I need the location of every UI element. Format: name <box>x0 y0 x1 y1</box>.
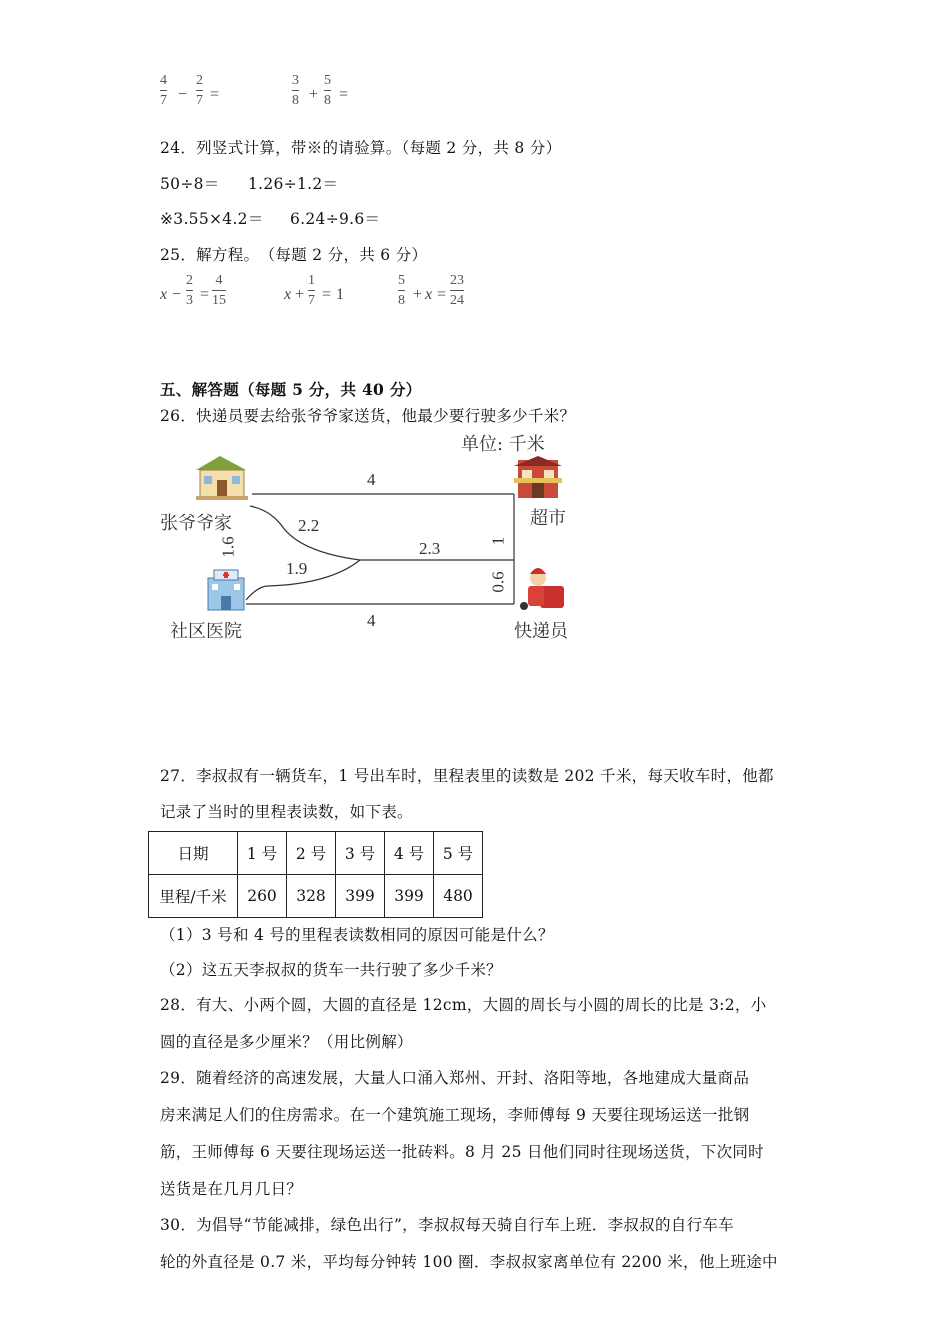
fraction: 4 7 <box>160 73 167 108</box>
variable-x: x <box>160 286 168 303</box>
table-cell: 5 号 <box>434 832 483 875</box>
table-cell: 4 号 <box>385 832 434 875</box>
table-cell: 399 <box>336 875 385 918</box>
plus-sign: + <box>295 286 305 303</box>
result-value: 1 <box>336 286 344 303</box>
minus-sign: − <box>172 286 182 303</box>
supermarket-icon <box>514 456 562 498</box>
courier-icon <box>520 568 564 610</box>
q28-text-line-1: 28．有大、小两个圆，大圆的直径是 12cm，大圆的周长与小圆的周长的比是 3:2，小 <box>160 996 767 1014</box>
plus-sign: + <box>309 86 319 103</box>
table-cell: 399 <box>385 875 434 918</box>
minus-sign: − <box>178 86 188 103</box>
fraction: 3 8 <box>292 73 299 108</box>
q29-text-line-3: 筋，王师傅每 6 天要往现场运送一批砖料。8 月 25 日他们同时往现场送货，下次同时 <box>160 1143 764 1161</box>
distance-label: 4 <box>367 470 376 489</box>
table-cell: 260 <box>238 875 287 918</box>
table-cell: 328 <box>287 875 336 918</box>
section-5-title: 五、解答题（每题 5 分，共 40 分） <box>160 380 422 399</box>
table-cell: 里程/千米 <box>149 875 238 918</box>
place-courier: 快递员 <box>514 621 568 642</box>
q24-problem-4: 6.24÷9.6＝ <box>290 210 381 228</box>
equals-sign: = <box>200 286 210 303</box>
fraction: 2 7 <box>196 73 203 108</box>
distance-label: 1 <box>488 536 508 546</box>
distance-label: 2.3 <box>419 539 441 558</box>
place-hospital: 社区医院 <box>170 621 242 642</box>
fraction: 5 8 <box>324 73 331 108</box>
place-zhang-home: 张爷爷家 <box>160 513 232 534</box>
fraction: 5 8 <box>398 273 405 308</box>
unit-label: 单位: 千米 <box>461 434 545 455</box>
table-cell: 1 号 <box>238 832 287 875</box>
variable-x: x <box>284 286 292 303</box>
distance-label: 2.2 <box>298 516 320 535</box>
q27-text-line-1: 27．李叔叔有一辆货车，1 号出车时，里程表里的读数是 202 千米，每天收车时，他都 <box>160 767 774 785</box>
q28-text-line-2: 圆的直径是多少厘米？（用比例解） <box>160 1033 413 1051</box>
q27-subquestion-2: （2）这五天李叔叔的货车一共行驶了多少千米？ <box>160 961 502 979</box>
q29-text-line-1: 29．随着经济的高速发展，大量人口涌入郑州、开封、洛阳等地，各地建成大量商品 <box>160 1069 750 1087</box>
table-cell: 480 <box>434 875 483 918</box>
table-cell: 2 号 <box>287 832 336 875</box>
plus-sign: + <box>413 286 423 303</box>
equals-sign: = <box>437 286 447 303</box>
hospital-icon <box>208 570 244 610</box>
q27-text-line-2: 记录了当时的里程表读数，如下表。 <box>160 803 413 821</box>
q30-text-line-1: 30．为倡导“节能减排，绿色出行”，李叔叔每天骑自行车上班．李叔叔的自行车车 <box>160 1216 734 1234</box>
distance-label: 1.6 <box>218 536 238 558</box>
table-row <box>149 875 483 918</box>
table-row <box>149 832 483 875</box>
fraction: 4 15 <box>212 273 226 308</box>
q26-text: 26．快递员要去给张爷爷家送货，他最少要行驶多少千米？ <box>160 407 576 425</box>
table-cell: 3 号 <box>336 832 385 875</box>
q25-title: 25．解方程。 （每题 2 分，共 6 分） <box>160 246 428 264</box>
q24-title: 24．列竖式计算，带※的请验算。（每题 2 分，共 8 分） <box>160 139 562 157</box>
fraction: 2 3 <box>186 273 193 308</box>
q27-subquestion-1: （1）3 号和 4 号的里程表读数相同的原因可能是什么？ <box>160 926 554 944</box>
distance-label: 0.6 <box>488 571 508 593</box>
house-icon <box>196 456 248 500</box>
table-cell: 日期 <box>149 832 238 875</box>
fraction: 1 7 <box>308 273 315 308</box>
distance-label: 1.9 <box>286 559 308 578</box>
q24-problem-3: ※3.55×4.2＝ <box>160 210 264 228</box>
variable-x: x <box>425 286 433 303</box>
fraction: 23 24 <box>450 273 464 308</box>
equals-sign: = <box>210 86 220 103</box>
distance-label: 4 <box>367 611 376 630</box>
place-supermarket: 超市 <box>530 508 566 529</box>
q29-text-line-2: 房来满足人们的住房需求。在一个建筑施工现场，李师傅每 9 天要往现场运送一批钢 <box>160 1106 750 1124</box>
equals-sign: = <box>339 86 349 103</box>
equals-sign: = <box>322 286 332 303</box>
mileage-table <box>148 831 483 918</box>
q24-problem-2: 1.26÷1.2＝ <box>248 175 339 193</box>
q24-problem-1: 50÷8＝ <box>160 175 220 193</box>
q30-text-line-2: 轮的外直径是 0.7 米，平均每分钟转 100 圈．李叔叔家离单位有 2200 米，他上班途中 <box>160 1253 778 1271</box>
q29-text-line-4: 送货是在几月几日？ <box>160 1180 303 1198</box>
